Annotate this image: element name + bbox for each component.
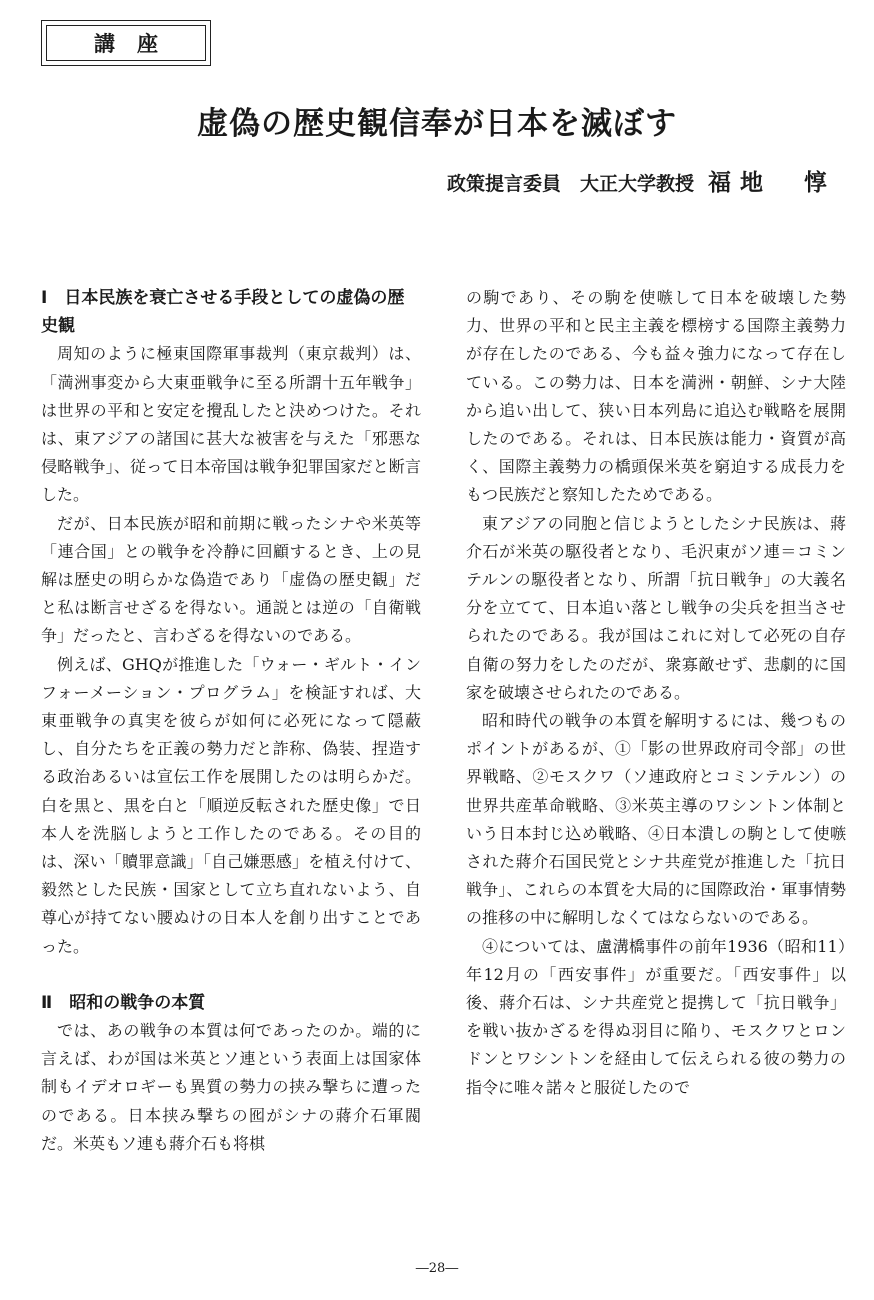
paragraph: 東アジアの同胞と信じようとしたシナ民族は、蔣介石が米英の駆役者となり、毛沢東がソ連＝コミンテルンの駆役者となり、所謂「抗日戦争」の大義名分を立てて、日本追い落とし戦争の尖兵を担当させられたのである。我が国はこれに対して必死の自存自衛の努力をしたのだが、衆寡敵せず、悲劇的に国家を破壊させられたのである。: [466, 513, 846, 702]
author-role: 政策提言委員 大正大学教授: [446, 173, 694, 195]
section-heading-2: Ⅱ 昭和の戦争の本質: [41, 992, 206, 1013]
section-label: 講座: [46, 25, 206, 61]
paragraph: だが、日本民族が昭和前期に戦ったシナや米英等「連合国」との戦争を冷静に回顧するとき、上の見解は歴史の明らかな偽造であり「虚偽の歴史観」だと私は断言せざるを得ない。通説とは逆の「自衛戦争」だったと、言わざるを得ないのである。: [41, 513, 421, 646]
article-title: 虚偽の歴史観信奉が日本を滅ぼす: [197, 106, 677, 142]
paragraph: 周知のように極東国際軍事裁判（東京裁判）は、「満洲事変から大東亜戦争に至る所謂十五年戦争」は世界の平和と安定を攪乱したと決めつけた。それは、東アジアの諸国に甚大な被害を与えた「邪悪な侵略戦争」、従って日本帝国は戦争犯罪国家だと断言した。: [41, 344, 421, 505]
section-label-box: [41, 20, 211, 66]
section-heading-1: Ⅰ 日本民族を衰亡させる手段としての虚偽の歴史観: [41, 288, 405, 337]
left-column: [41, 284, 421, 1158]
right-column: [466, 284, 846, 1102]
paragraph: 例えば、GHQが推進した「ウォー・ギルト・インフォーメーション・プログラム」を検証すれば、大東亜戦争の真実を彼らが如何に必死になって隠蔽し、自分たちを正義の勢力だと詐称、偽装、捏造する政治あるいは宣伝工作を展開したのは明らかだ。白を黒と、黒を白と「順逆反転された歴史像」で日本人を洗脳しようと工作したのである。その目的は、深い「贖罪意識」「自己嫌悪感」を植え付けて、毅然とした民族・国家として立ち直れないよう、自尊心が持てない腰ぬけの日本人を創り出すことであった。: [41, 654, 421, 956]
section-gap: [41, 961, 421, 989]
paragraph: 昭和時代の戦争の本質を解明するには、幾つものポイントがあるが、①「影の世界政府司令部」の世界戦略、②モスクワ（ソ連政府とコミンテルン）の世界共産革命戦略、③米英主導のワシントン体制という日本封じ込め戦略、④日本潰しの駒として使嗾された蔣介石国民党とシナ共産党が推進した「抗日戦争」、これらの本質を大局的に国際政治・軍事情勢の推移の中に解明しなくてはならないのである。: [466, 711, 846, 928]
paragraph: では、あの戦争の本質は何であったのか。端的に言えば、わが国は米英とソ連という表面上は国家体制もイデオロギーも異質の勢力の挟み撃ちに遭ったのである。日本挟み撃ちの囮がシナの蔣介石軍閥だ。米英もソ連も蔣介石も将棋: [41, 1021, 421, 1153]
paragraph-continued: の駒であり、その駒を使嗾して日本を破壊した勢力、世界の平和と民主主義を標榜する国際主義勢力が存在したのである、今も益々強力になって存在している。この勢力は、日本を満洲・朝鮮、シナ大陸から追い出して、狭い日本列島に追込む戦略を展開したのである。それは、日本民族は能力・資質が高く、国際主義勢力の橋頭保米英を窮迫する成長力をもつ民族だと察知したためである。: [466, 288, 846, 505]
page-number: ―28―: [415, 1261, 459, 1276]
author-name: 福地 惇: [708, 169, 836, 196]
paragraph: ④については、盧溝橋事件の前年1936（昭和11）年12月の「西安事件」が重要だ。「西安事件」以後、蔣介石は、シナ共産党と提携して「抗日戦争」を戦い抜かざるを得ぬ羽目に陥り、モスクワとロンドンとワシントンを経由して伝えられる彼の勢力の指令に唯々諾々と服従したので: [466, 936, 846, 1097]
author-byline: [447, 164, 836, 197]
